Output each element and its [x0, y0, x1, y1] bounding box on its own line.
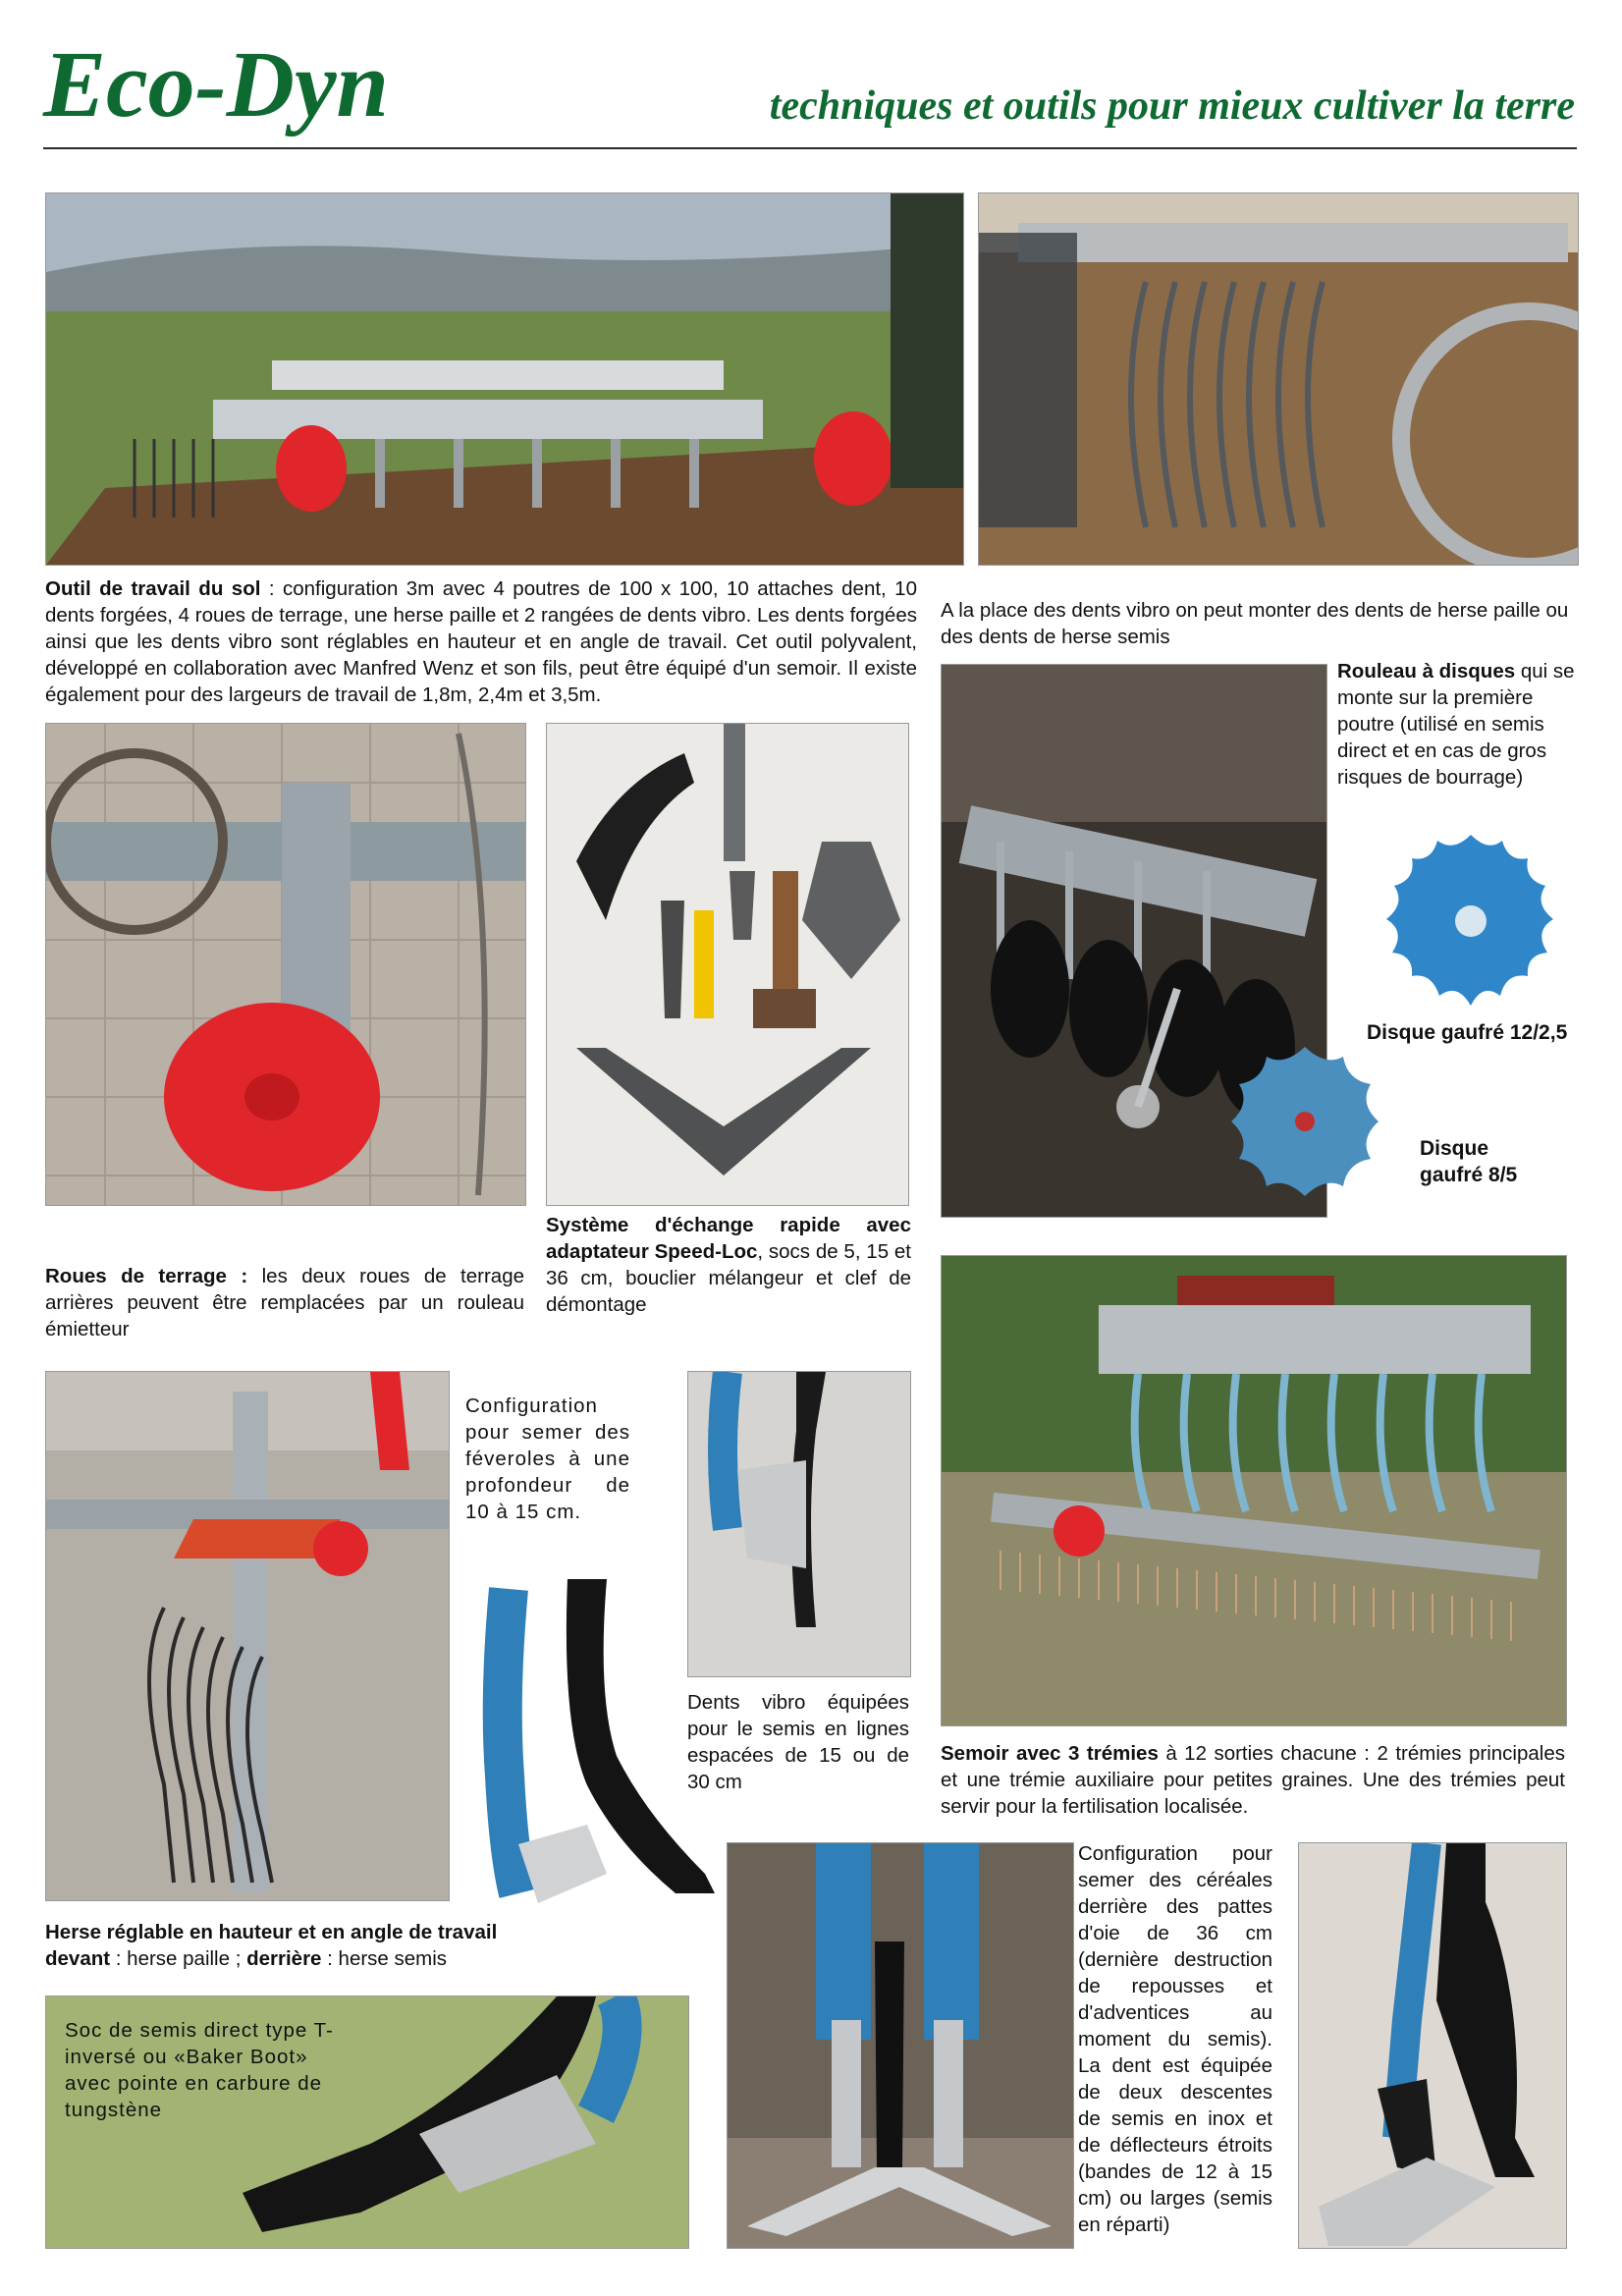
photo-semoir-3-tremies	[941, 1255, 1567, 1726]
photo-disque-8-5	[1227, 1045, 1382, 1198]
caption-semoir-title: Semoir avec 3 trémies	[941, 1742, 1159, 1765]
caption-herse-devant: devant	[45, 1947, 111, 1970]
photo-deflecteurs	[1298, 1842, 1567, 2249]
photo-vibro-equipees	[687, 1371, 911, 1677]
photo-speed-loc-parts	[546, 723, 909, 1206]
caption-herse	[45, 1919, 516, 1972]
caption-outil-travail-sol	[45, 575, 917, 708]
photo-herse	[45, 1371, 450, 1901]
caption-herse-devant-text: : herse paille ;	[110, 1947, 247, 1970]
photo-tillage-tool-field	[45, 192, 964, 566]
caption-feveroles: Configuration pour semer des féveroles à une profondeur de 10 à 15 cm.	[465, 1394, 630, 1523]
caption-disque-2: Disque gaufré 8/5	[1420, 1137, 1518, 1186]
caption-systeme-title: Système d'échange rapide avec adaptateur Speed-Loc	[546, 1214, 911, 1263]
caption-roues-terrage	[45, 1263, 524, 1342]
tagline: techniques et outils pour mieux cultiver la terre	[769, 83, 1575, 129]
caption-rouleau-title: Rouleau à disques	[1337, 660, 1516, 683]
caption-herse-derriere: derrière	[246, 1947, 322, 1970]
caption-disque-1: Disque gaufré 12/2,5	[1367, 1021, 1568, 1044]
photo-terrage-wheel	[45, 723, 526, 1206]
caption-roues-title: Roues de terrage :	[45, 1265, 248, 1287]
caption-outil-title: Outil de travail du sol	[45, 577, 261, 600]
photo-disque-12-2-5	[1380, 833, 1561, 1011]
caption-herse-line1: Herse réglable en hauteur et en angle de travail	[45, 1921, 498, 1943]
caption-vibro-equipees: Dents vibro équipées pour le semis en lignes espacées de 15 ou de 30 cm	[687, 1691, 909, 1793]
caption-vibro-alternative: A la place des dents vibro on peut monter des dents de herse paille ou des dents de herse semis	[941, 599, 1569, 648]
caption-herse-derriere-text: : herse semis	[321, 1947, 448, 1970]
caption-roues-text: les deux roues de terrage arrières peuvent être remplacées par un rouleau émietteur	[45, 1265, 524, 1340]
brand-logo: Eco-Dyn	[43, 31, 389, 137]
photo-vibro-tines	[978, 192, 1579, 566]
caption-systeme-echange	[546, 1212, 911, 1318]
caption-soc-direct: Soc de semis direct type T-inversé ou «Baker Boot» avec pointe en carbure de tungstène	[65, 2019, 334, 2121]
caption-semoir-text: à 12 sorties chacune : 2 trémies principales et une trémie auxiliaire pour petites graines. Une des trémies peut servir pour la fertilisation localisée.	[941, 1742, 1565, 1818]
caption-cereales: Configuration pour semer des céréales derrière des pattes d'oie de 36 cm (dernière destruction de repousses et d'adventices au moment du semis). La dent est équipée de deux descentes de semis en inox et de déflecteurs étroits (bandes de 12 à 15 cm) ou larges (semis en réparti)	[1078, 1842, 1272, 2236]
header-rule	[43, 147, 1577, 149]
caption-outil-text: : configuration 3m avec 4 poutres de 100 x 100, 10 attaches dent, 10 dents forgées, 4 roues de terrage, une herse paille et 2 rangées de dents vibro. Les dents forgées ainsi que les dents vibro sont réglables en hauteur et en angle de travail. Cet outil polyvalent, développé en collaboration avec Manfred Wenz et son fils, peut être équipé d'un semoir. Il existe également pour des largeurs de travail de 1,8m, 2,4m et 3,5m.	[45, 577, 917, 706]
photo-descentes-semis	[727, 1842, 1074, 2249]
caption-semoir	[941, 1740, 1565, 1820]
caption-systeme-text: , socs de 5, 15 et 36 cm, bouclier mélangeur et clef de démontage	[546, 1240, 911, 1316]
caption-rouleau-disques	[1337, 658, 1577, 791]
caption-rouleau-text: qui se monte sur la première poutre (utilisé en semis direct et en cas de gros risques de bourrage)	[1337, 660, 1575, 789]
